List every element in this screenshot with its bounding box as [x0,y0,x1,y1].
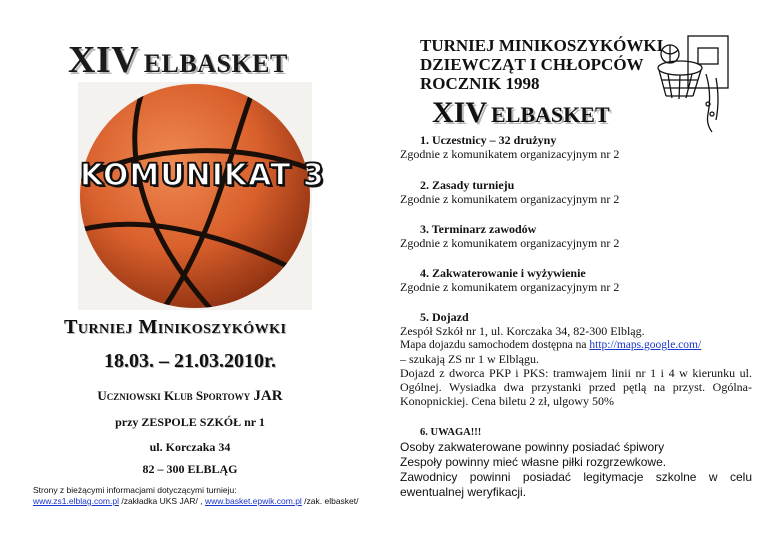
basket-link[interactable]: www.basket.epwik.com.pl [204,496,302,506]
left-panel [0,0,380,543]
club-name [0,388,380,405]
club-jar: JAR [253,388,283,404]
tournament-name: Turniej Minikoszykówki [64,316,287,338]
info-links-label: Strony z bieżącymi informacjami dotyczącymi turnieju: [33,485,237,495]
street-address: ul. Korczaka 34 [149,440,231,454]
section-5-search: – szukają ZS nr 1 w Elblągu. [400,352,539,366]
section-3-heading: 3. Terminarz zawodów [420,222,537,236]
section-4 [400,266,752,294]
basketball-image [78,82,312,310]
header-line-2: DZIEWCZĄT I CHŁOPCÓW [420,55,644,74]
section-1 [400,133,752,161]
tournament-dates: 18.03. – 21.03.2010r. [103,350,277,372]
section-3-text: Zgodnie z komunikatem organizacyjnym nr 2 [400,236,620,250]
section-5 [400,310,752,408]
zs1-link-suffix: /zakładka UKS JAR/ , [118,496,205,506]
school-name: przy ZESPOLE SZKÓŁ nr 1 [115,415,265,429]
basket-hoop-drawing [646,34,730,134]
section-4-text: Zgodnie z komunikatem organizacyjnym nr 2 [400,280,620,294]
section-4-heading: 4. Zakwaterowanie i wyżywienie [420,266,586,280]
map-text: Mapa dojazdu samochodem dostępna na [400,339,590,351]
zs1-link[interactable]: www.zs1.elblag.com.pl [33,496,119,506]
section-5-heading: 5. Dojazd [420,310,469,324]
right-header [420,36,663,93]
section-6 [400,426,752,500]
right-title-elbasket: ELBASKET [491,102,610,127]
main-title [68,38,288,82]
komunikat-heading: KOMUNIKAT 3 [80,158,325,193]
info-links [33,485,359,507]
google-maps-link[interactable]: http://maps.google.com/ [589,339,702,351]
section-2 [400,178,752,206]
title-xiv: XIV [68,39,140,81]
section-5-address: Zespół Szkół nr 1, ul. Korczaka 34, 82-300 Elbląg. [400,324,645,338]
right-title-xiv: XIV [432,96,488,129]
section-6-line-2: Zespoły powinny mieć własne piłki rozgrzewkowe. [400,455,667,469]
postal-city: 82 – 300 ELBLĄG [142,462,238,476]
section-5-map [400,338,752,352]
header-line-3: ROCZNIK 1998 [420,74,540,93]
section-2-heading: 2. Zasady turnieju [420,178,515,192]
section-2-text: Zgodnie z komunikatem organizacyjnym nr 2 [400,192,620,206]
section-5-transport: Dojazd z dworca PKP i PKS: tramwajem linii nr 1 i 4 w kierunku ul. Ogólnej. Wysiadka dwa przystanki przed pętlą na przyst. Ogólna-Konopnickiej. Cena biletu 2 zł, ulgowy 50% [400,366,752,408]
section-3 [400,222,752,250]
section-6-line-3: Zawodnicy powinni posiadać legitymacje szkolne w celu ewentualnej weryfikacji. [400,470,752,499]
right-elbasket-title [432,96,610,130]
title-elbasket: ELBASKET [143,49,288,78]
section-1-text: Zgodnie z komunikatem organizacyjnym nr 2 [400,147,620,161]
section-6-heading: 6. UWAGA!!! [420,427,482,438]
header-line-1: TURNIEJ MINIKOSZYKÓWKI [420,36,664,55]
section-1-heading: 1. Uczestnicy – 32 drużyny [420,133,557,147]
section-6-line-1: Osoby zakwaterowane powinny posiadać śpiwory [400,440,665,454]
club-label: Uczniowski Klub Sportowy [97,388,251,403]
basket-link-suffix: /zak. elbasket/ [301,496,359,506]
